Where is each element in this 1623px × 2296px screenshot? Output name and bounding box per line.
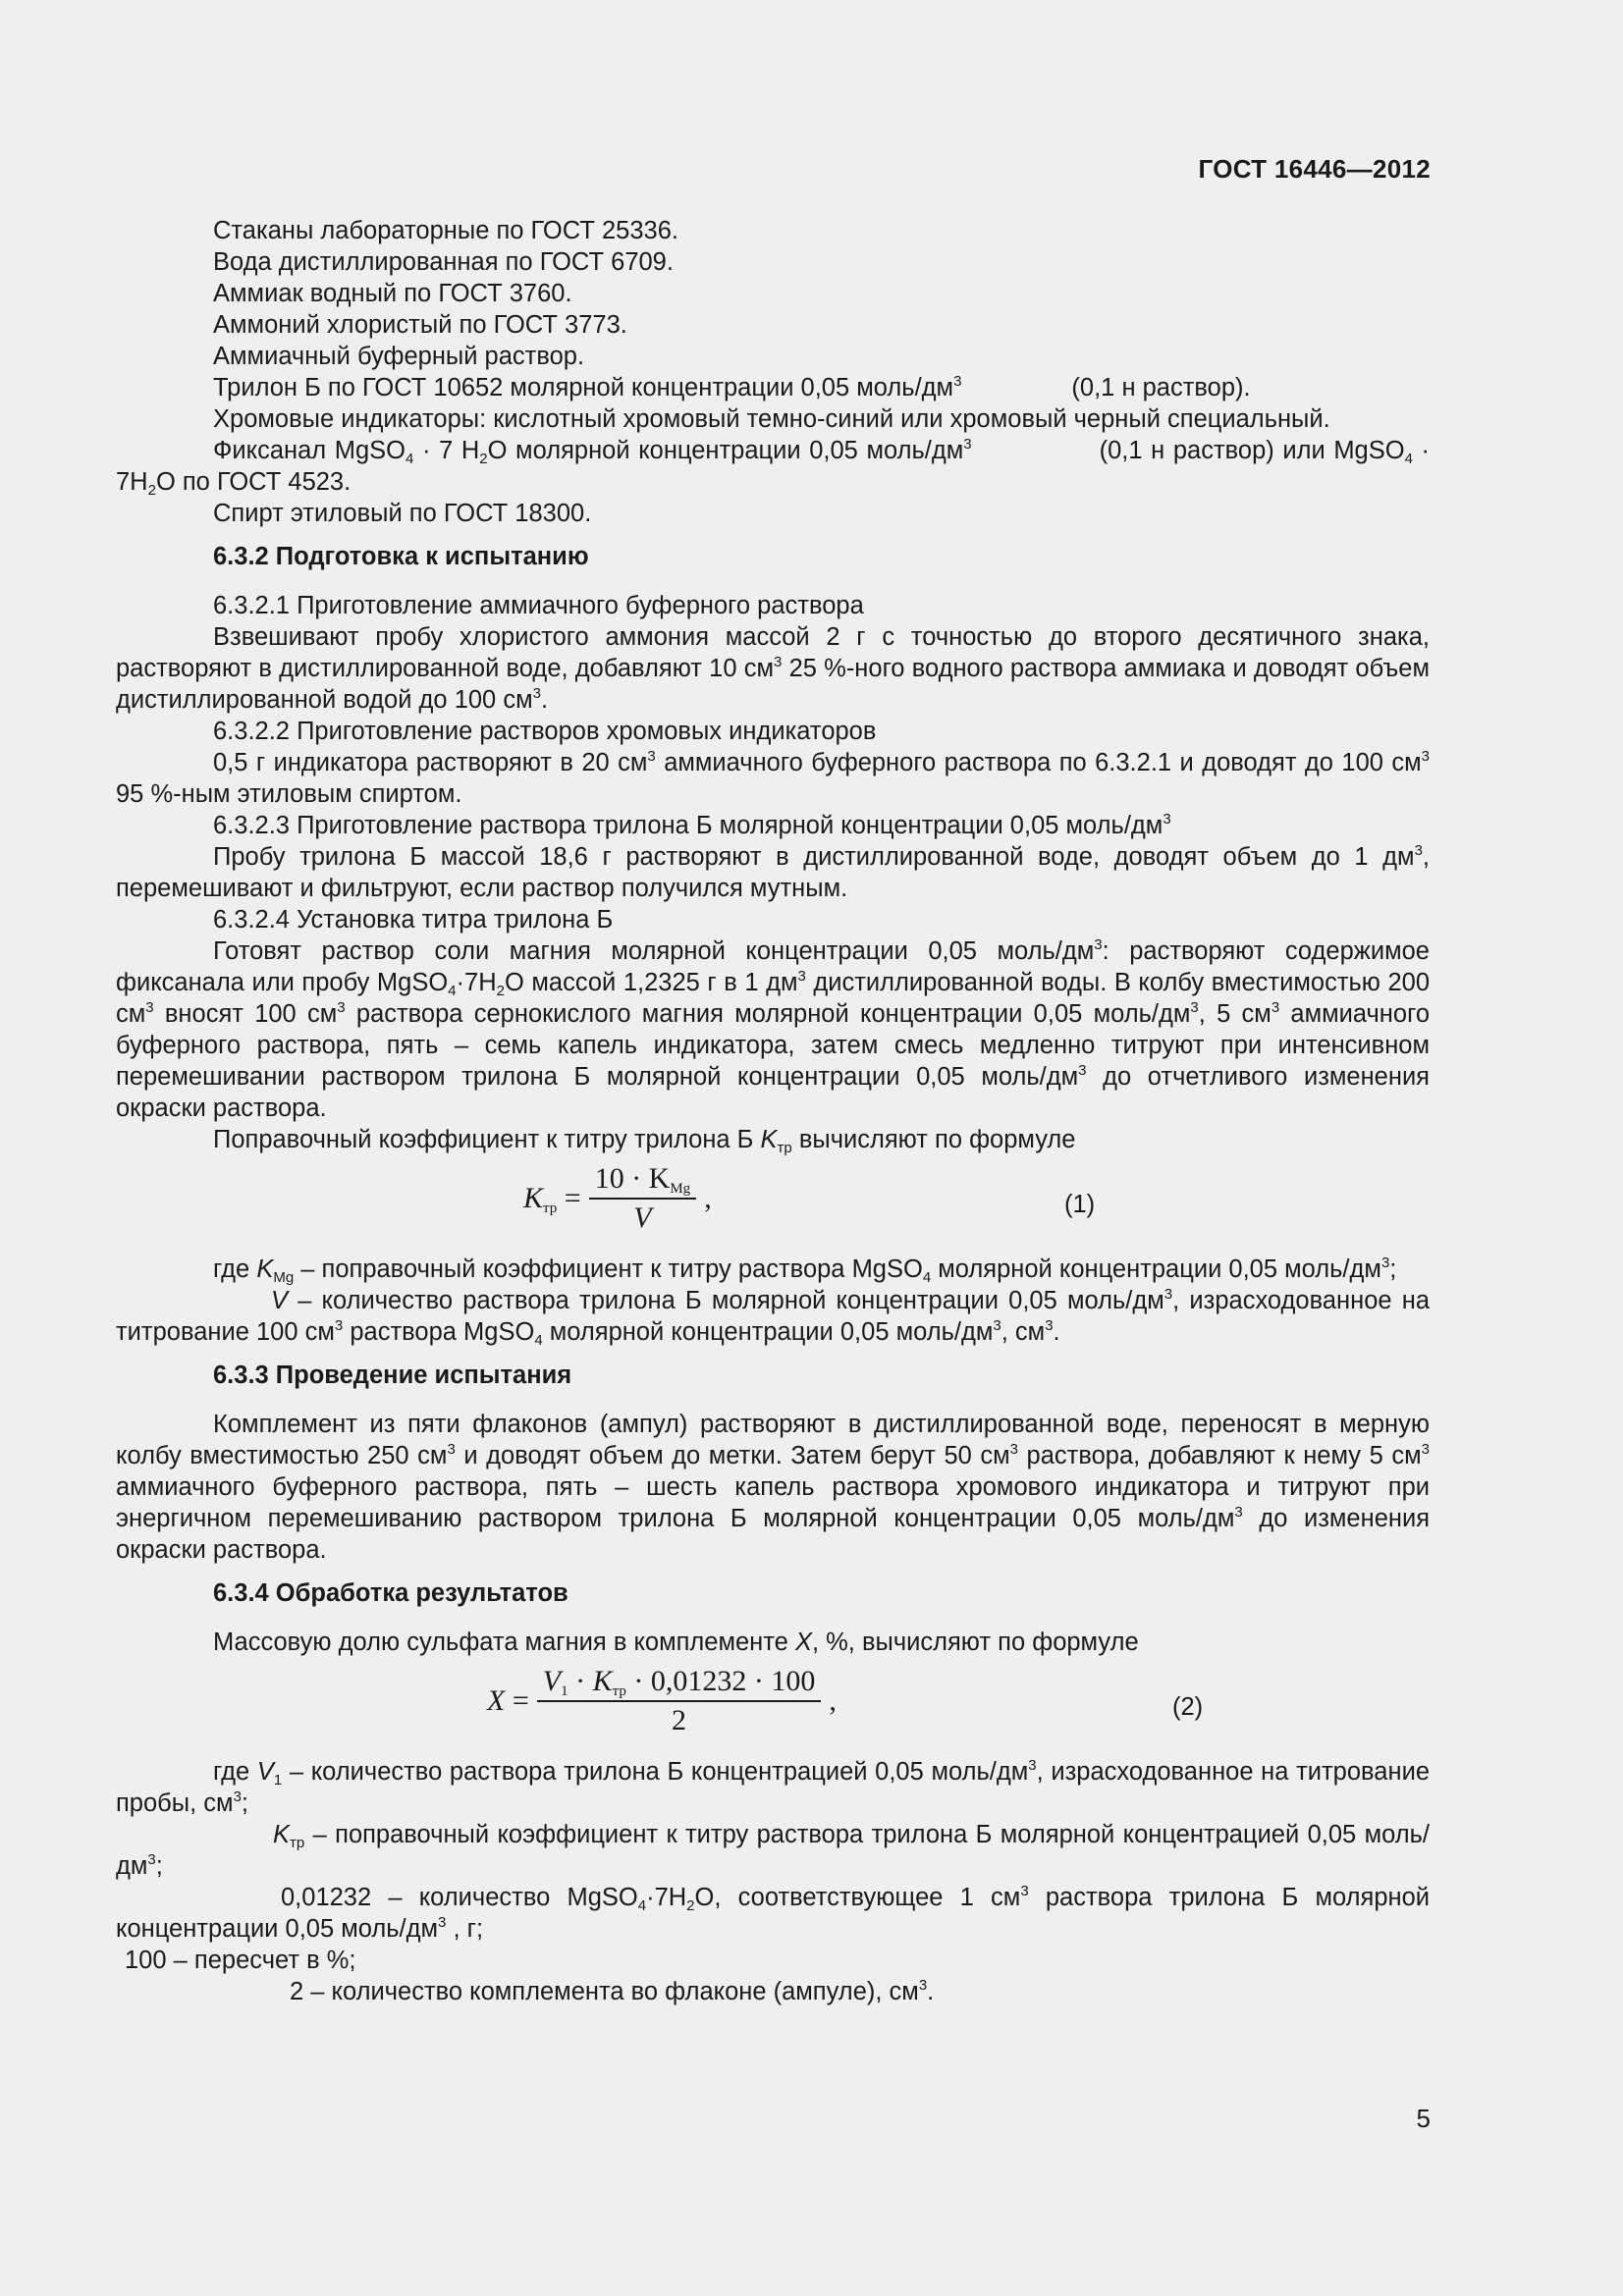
paragraph: Массовую долю сульфата магния в комплементе X, %, вычисляют по формуле — [213, 1629, 1139, 1656]
subsection-heading: 6.3.2.2 Приготовление растворов хромовых индикаторов — [213, 718, 877, 745]
section-heading: 6.3.3 Проведение испытания — [213, 1362, 572, 1389]
definition: 2 – количество комплемента во флаконе (ампуле), $см^3$. — [290, 1977, 935, 2005]
section-heading: 6.3.4 Обработка результатов — [213, 1579, 568, 1607]
page-number: 5 — [1416, 2104, 1431, 2133]
paragraph: Взвешивают пробу хлористого аммония массой 2 г с точностью до второго десятичного знака, растворяют в дистиллированной воде, добавляют 10 $см^3$ 25 %-ного водного раствора аммиака и доводят объем дистиллированной водой до 100 $см^3$. — [116, 623, 1431, 714]
paragraph: 0,5 г индикатора растворяют в 20 $см^3$ аммиачного буферного раствора по 6.3.2.1 и доводят до 100 $см^3$ 95 %-ным этиловым спиртом. — [116, 748, 1431, 808]
definition: где $V_1$ – количество раствора трилона Б концентрацией 0,05 моль/$дм^3$, израсходованное на титрование пробы, $см^3$; — [116, 1757, 1430, 1817]
material-item: Аммиачный буферный раствор. — [213, 343, 585, 370]
formula-1: $K_{тр}$ = $\frac{10 \cdot K_{Mg}}{V}$ , (1) — [523, 1162, 1096, 1234]
section-heading: 6.3.2 Подготовка к испытанию — [213, 543, 589, 570]
definition: 100 – пересчет в %; — [125, 1947, 356, 1974]
paragraph: Готовят раствор соли магния молярной концентрации 0,05 моль/$дм^3$: растворяют содержимое фиксанала или пробу $MgSO_4\cdot 7H_2O$ массой 1,2325 г в 1 $дм^3$ дистиллированной воды. В колбу вместимостью 200 $см^3$ вносят 100 $см^3$ раствора сернокислого магния молярной концентрации 0,05 моль/$дм^3$, 5 $см^3$ аммиачного буферного раствора, пять – семь капель индикатора, затем смесь медленно титруют при интенсивном перемешивании раствором трилона Б молярной концентрации 0,05 моль/$дм^3$ до отчетливого изменения окраски раствора. — [116, 936, 1431, 1122]
definition: где $K_{Mg}$ – поправочный коэффициент к титру раствора MgSO$_4$ молярной концентрации 0,05 моль/$дм^3$; — [213, 1255, 1397, 1286]
material-item: Трилон Б по ГОСТ 10652 молярной концентрации 0,05 моль/$дм^3$ (0,1 н раствор). — [213, 373, 1251, 401]
definition: V – количество раствора трилона Б молярной концентрации 0,05 моль/$дм^3$, израсходованное на титрование 100 $см^3$ раствора MgSO$_4$ молярной концентрации 0,05 моль/$дм^3$, $см^3$. — [116, 1286, 1430, 1349]
standard-header: ГОСТ 16446—2012 — [1198, 154, 1431, 184]
subsection-heading: 6.3.2.3 Приготовление раствора трилона Б молярной концентрации 0,05 моль/$дм^3$ — [213, 811, 1171, 839]
definition: 0,01232 – количество $MgSO_4\cdot 7H_2O$, соответствующее 1 $см^3$ раствора трилона Б молярной концентрации 0,05 моль/$дм^3$ , г; — [116, 1883, 1431, 1943]
formula-number: (2) — [1172, 1693, 1204, 1721]
material-item: Аммоний хлористый по ГОСТ 3773. — [213, 311, 627, 339]
paragraph: Поправочный коэффициент к титру трилона Б $K_{тр}$ вычисляют по формуле — [213, 1126, 1076, 1156]
paragraph: Комплемент из пяти флаконов (ампул) растворяют в дистиллированной воде, переносят в мерную колбу вместимостью 250 $см^3$ и доводят объем до метки. Затем берут 50 $см^3$ раствора, добавляют к нему 5 $см^3$ аммиачного буферного раствора, пять – шесть капель раствора хромового индикатора и титруют при энергичном перемешиванию раствором трилона Б молярной концентрации 0,05 моль/$дм^3$ до изменения окраски раствора. — [116, 1411, 1431, 1564]
material-item: Аммиак водный по ГОСТ 3760. — [213, 280, 572, 307]
material-item: Вода дистиллированная по ГОСТ 6709. — [213, 248, 674, 276]
material-item: Хромовые индикаторы: кислотный хромовый темно-синий или хромовый черный специальный. — [213, 405, 1330, 433]
subsection-heading: 6.3.2.4 Установка титра трилона Б — [213, 906, 614, 934]
subsection-heading: 6.3.2.1 Приготовление аммиачного буферного раствора — [213, 592, 864, 619]
definition: $K_{тр}$ – поправочный коэффициент к титру раствора трилона Б молярной концентрацией 0,05 моль/$дм^3$; — [116, 1821, 1430, 1880]
page-content — [116, 215, 1430, 2007]
formula-2: X = $\frac{V_1 \cdot K_{тр} \cdot 0,01232 \cdot 100}{2}$ , (2) — [487, 1665, 1204, 1736]
material-item: Спирт этиловый по ГОСТ 18300. — [213, 500, 592, 527]
material-item: Фиксанал MgSO$_4$ · 7 $H_2O$ молярной концентрации 0,05 моль/$дм^3$ (0,1 н раствор) или MgSO$_4$ · $7H_2O$ по ГОСТ 4523. — [116, 436, 1431, 499]
material-item: Стаканы лабораторные по ГОСТ 25336. — [213, 217, 678, 244]
paragraph: Пробу трилона Б массой 18,6 г растворяют в дистиллированной воде, доводят объем до 1 $дм^3$, перемешивают и фильтруют, если раствор получился мутным. — [116, 842, 1430, 902]
formula-number: (1) — [1064, 1191, 1096, 1218]
